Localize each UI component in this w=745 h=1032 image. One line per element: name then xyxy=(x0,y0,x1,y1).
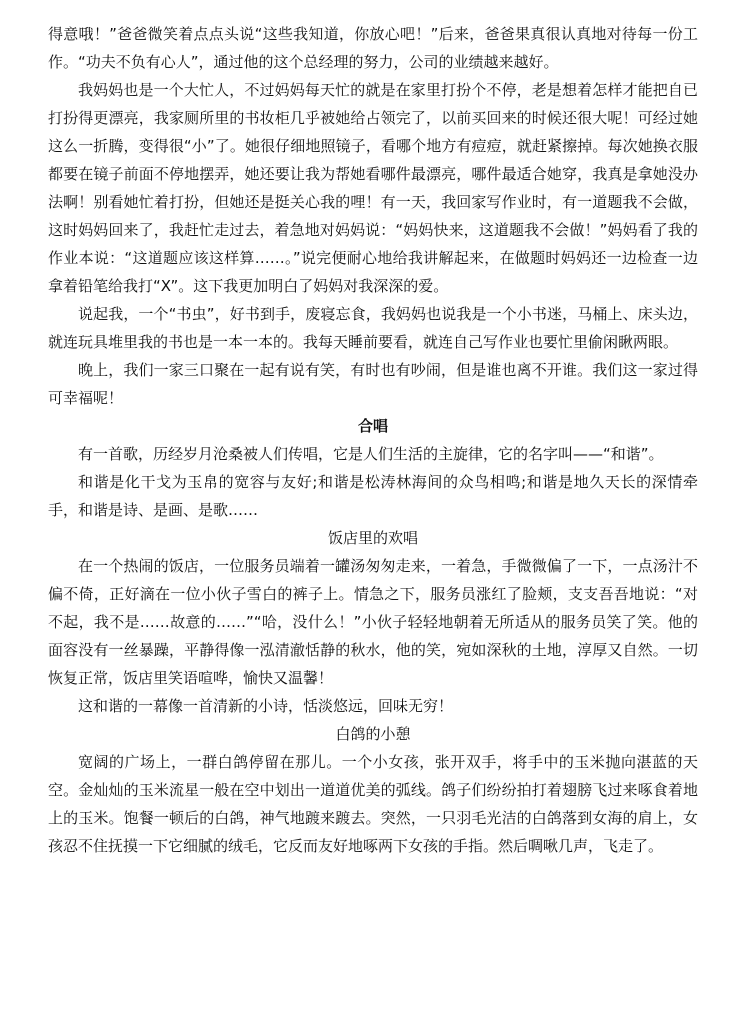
paragraph-restaurant-reflection: 这和谐的一幕像一首清新的小诗，恬淡悠远，回味无穷！ xyxy=(78,697,454,715)
paragraph-harmony-definition: 和谐是化干戈为玉帛的宽容与友好;和谐是松涛林海间的众鸟相鸣;和谐是地久天长的深情牵手，和谐是诗、是画、是歌…… xyxy=(48,473,698,519)
paragraph-pigeons-story: 宽阔的广场上，一群白鸽停留在那儿。一个小女孩，张开双手，将手中的玉米抛向湛蓝的天空。金灿灿的玉米流星一般在空中划出一道道优美的弧线。鸽子们纷纷拍打着翅膀飞过来啄食着地上的玉米。饱餐一顿后的白鸽，神气地踱来踱去。突然，一只羽毛光洁的白鸽落到女海的肩上，女孩忍不住抚摸一下它细腻的绒毛，它反而友好地啄两下女孩的手指。然后啁啾几声，飞走了。 xyxy=(48,753,698,855)
paragraph-family-evening: 晚上，我们一家三口聚在一起有说有笑，有时也有吵闹，但是谁也离不开谁。我们这一家过得可幸福呢！ xyxy=(48,361,698,407)
subsection-title-pigeons: 白鸽的小憩 xyxy=(335,725,411,743)
paragraph-father-ending: 得意哦！”爸爸微笑着点点头说“这些我知道，你放心吧！”后来，爸爸果真很认真地对待每一份工作。“功夫不负有心人”，通过他的这个总经理的努力，公司的业绩越来越好。 xyxy=(48,25,698,71)
paragraph-mother: 我妈妈也是一个大忙人，不过妈妈每天忙的就是在家里打扮个不停，老是想着怎样才能把自已打扮得更漂亮，我家厕所里的书妆柜几乎被她给占领完了，以前买回来的时候还很大呢！可经过她这么一折腾，变得很“小”了。她很仔细地照镜子，看哪个地方有痘痘，就赶紧擦掉。每次她换衣服都要在镜子前面不停地摆弄，她还要让我为帮她看哪件最漂亮，哪件最适合她穿，我真是拿她没办法啊！别看她忙着打扮，但她还是挺关心我的哩！有一天，我回家写作业时，有一道题我不会做，这时妈妈回来了，我赶忙走过去，着急地对妈妈说：“妈妈快来，这道题我不会做！”妈妈看了我的作业本说：“这道题应该这样算……。”说完便耐心地给我讲解起来，在做题时妈妈还一边检查一边拿着铅笔给我打“X”。这下我更加明白了妈妈对我深深的爱。 xyxy=(48,81,698,295)
document-page xyxy=(48,20,698,860)
paragraph-restaurant-story: 在一个热闹的饭店，一位服务员端着一罐汤匆匆走来，一着急，手微微偏了一下，一点汤汁不偏不倚，正好滴在一位小伙子雪白的裤子上。情急之下，服务员涨红了脸颊，支支吾吾地说：“对不起，我不是……故意的……”“哈，没什么！”小伙子轻轻地朝着无所适从的服务员笑了笑。他的面容没有一丝暴躁，平静得像一泓清澈恬静的秋水，他的笑，宛如深秋的土地，淳厚又自然。一切恢复正常，饭店里笑语喧哗，愉快又温馨！ xyxy=(48,557,698,687)
subsection-title-restaurant: 饭店里的欢唱 xyxy=(327,529,418,547)
section-title-chorus: 合唱 xyxy=(357,417,388,435)
paragraph-chorus-intro: 有一首歌，历经岁月沧桑被人们传唱，它是人们生活的主旋律，它的名字叫——“和谐”。 xyxy=(78,445,664,463)
paragraph-me: 说起我，一个“书虫”，好书到手，废寝忘食，我妈妈也说我是一个小书迷，马桶上、床头边，就连玩具堆里我的书也是一本一本的。我每天睡前要看，就连自己写作业也要忙里偷闲瞅两眼。 xyxy=(48,305,698,351)
